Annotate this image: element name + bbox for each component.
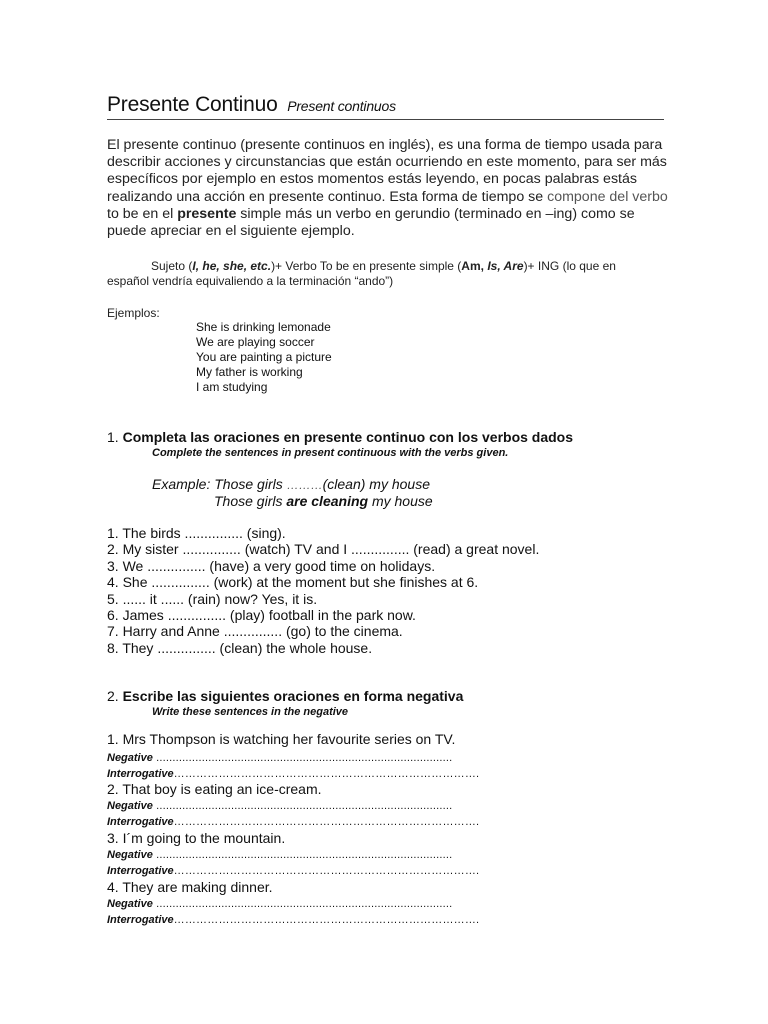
exercise1-example xyxy=(152,476,430,492)
intro-bold-text: presente xyxy=(177,205,237,222)
answer-text: Those girls xyxy=(214,493,287,509)
negative-line xyxy=(107,800,452,812)
negative-label: Negative xyxy=(107,800,153,812)
title-main: Presente Continuo xyxy=(107,93,278,116)
interrogative-label: Interrogative xyxy=(107,816,174,828)
answer-dots: ........................................................................................... xyxy=(152,752,453,764)
interrogative-label: Interrogative xyxy=(107,768,174,780)
answer-text: my house xyxy=(368,493,433,509)
intro-text: to be en el xyxy=(107,205,178,222)
intro-line: específicos por ejemplo en estos momentos estás leyendo, en pocas palabras estás xyxy=(107,171,637,188)
intro-line xyxy=(107,206,667,223)
answer-dots: ………………………………………………………………………. xyxy=(173,816,480,828)
answer-dots: ………………………………………………………………………. xyxy=(173,865,480,877)
interrogative-label: Interrogative xyxy=(107,865,174,877)
negative-line xyxy=(107,752,452,764)
example-sentence: We are playing soccer xyxy=(196,335,315,349)
rule-text: )+ ING (lo que en xyxy=(523,259,616,273)
negative-label: Negative xyxy=(107,849,153,861)
rule-is-are: Is, Are xyxy=(487,259,524,273)
exercise2-heading xyxy=(107,688,463,704)
exercise-item: 7. Harry and Anne ............... (go) to the cinema. xyxy=(107,623,403,640)
example-text: (clean) my house xyxy=(322,476,430,492)
answer-dots: ………………………………………………………………………. xyxy=(173,768,480,780)
answer-dots: ………………………………………………………………………. xyxy=(173,914,480,926)
answer-dots: ........................................................................................... xyxy=(152,800,453,812)
rule-text: Sujeto ( xyxy=(151,259,193,273)
exercise1-items xyxy=(107,525,539,656)
example-sentence: My father is working xyxy=(196,365,303,379)
examples-label: Ejemplos: xyxy=(107,306,160,320)
example-sentence: I am studying xyxy=(196,380,268,394)
exercise-item: 4. She ............... (work) at the moment but she finishes at 6. xyxy=(107,574,479,591)
title-subtitle: Present continuos xyxy=(287,98,396,114)
exercise2-sentence: 3. I´m going to the mountain. xyxy=(107,830,286,846)
negative-label: Negative xyxy=(107,752,153,764)
examples-list xyxy=(196,320,332,395)
intro-line: describir acciones y circunstancias que están ocurriendo en este momento, para ser más xyxy=(107,154,667,171)
page-title xyxy=(107,93,396,117)
answer-dots: ........................................................................................... xyxy=(152,849,453,861)
example-text: Example: Those girls xyxy=(152,476,287,492)
example-sentence: She is drinking lemonade xyxy=(196,320,331,334)
rule-text: )+ Verbo To be en presente simple ( xyxy=(271,259,462,273)
negative-line xyxy=(107,849,452,861)
intro-line-text: realizando una acción en presente continuo. Esta forma de tiempo se xyxy=(107,188,544,205)
rule-pronouns: I, he, she, etc. xyxy=(192,259,272,273)
interrogative-line xyxy=(107,768,479,780)
exercise1-number: 1. xyxy=(107,429,123,445)
example-sentence: You are painting a picture xyxy=(196,350,332,364)
rule-line-1 xyxy=(151,259,616,273)
example-dots: ……… xyxy=(286,478,323,492)
title-divider xyxy=(107,119,664,120)
interrogative-line xyxy=(107,914,479,926)
intro-line: El presente continuo (presente continuos en inglés), es una forma de tiempo usada para xyxy=(107,137,663,153)
exercise-item: 1. The birds ............... (sing). xyxy=(107,525,286,541)
negative-line xyxy=(107,898,452,910)
rule-line-2: español vendría equivaliendo a la terminación “ando”) xyxy=(107,274,394,288)
intro-line: puede apreciar en el siguiente ejemplo. xyxy=(107,223,355,240)
exercise-item: 8. They ............... (clean) the whole house. xyxy=(107,639,373,656)
answer-dots: ........................................................................................... xyxy=(152,898,453,910)
rule-am: Am, xyxy=(461,259,488,273)
exercise1-example-answer xyxy=(214,493,433,509)
exercise-item: 2. My sister ............... (watch) TV and I ............... (read) a great novel. xyxy=(107,541,540,558)
exercise1-title: Completa las oraciones en presente continuo con los verbos dados xyxy=(122,429,574,445)
exercise2-sentence: 4. They are making dinner. xyxy=(107,879,273,895)
interrogative-line xyxy=(107,865,479,877)
negative-label: Negative xyxy=(107,898,153,910)
exercise1-heading xyxy=(107,429,573,445)
answer-bold: are cleaning xyxy=(286,493,369,509)
intro-text: simple más un verbo en gerundio (terminado en –ing) como se xyxy=(236,205,635,222)
intro-paragraph xyxy=(107,137,667,240)
exercise-item: 3. We ............... (have) a very good time on holidays. xyxy=(107,557,436,574)
exercise2-sentence: 2. That boy is eating an ice-cream. xyxy=(107,781,322,797)
exercise2-number: 2. xyxy=(107,688,123,704)
interrogative-line xyxy=(107,816,479,828)
exercise1-subheading: Complete the sentences in present continuous with the verbs given. xyxy=(152,447,509,459)
intro-line xyxy=(107,189,667,206)
exercise-item: 6. James ............... (play) football in the park now. xyxy=(107,607,416,624)
interrogative-label: Interrogative xyxy=(107,914,174,926)
exercise-item: 5. ...... it ...... (rain) now? Yes, it is. xyxy=(107,590,318,607)
intro-gray-text: compone del verbo xyxy=(547,188,668,205)
exercise2-subheading: Write these sentences in the negative xyxy=(152,706,349,718)
exercise2-title: Escribe las siguientes oraciones en forma negativa xyxy=(122,688,464,704)
exercise2-sentence: 1. Mrs Thompson is watching her favourite series on TV. xyxy=(107,731,456,747)
